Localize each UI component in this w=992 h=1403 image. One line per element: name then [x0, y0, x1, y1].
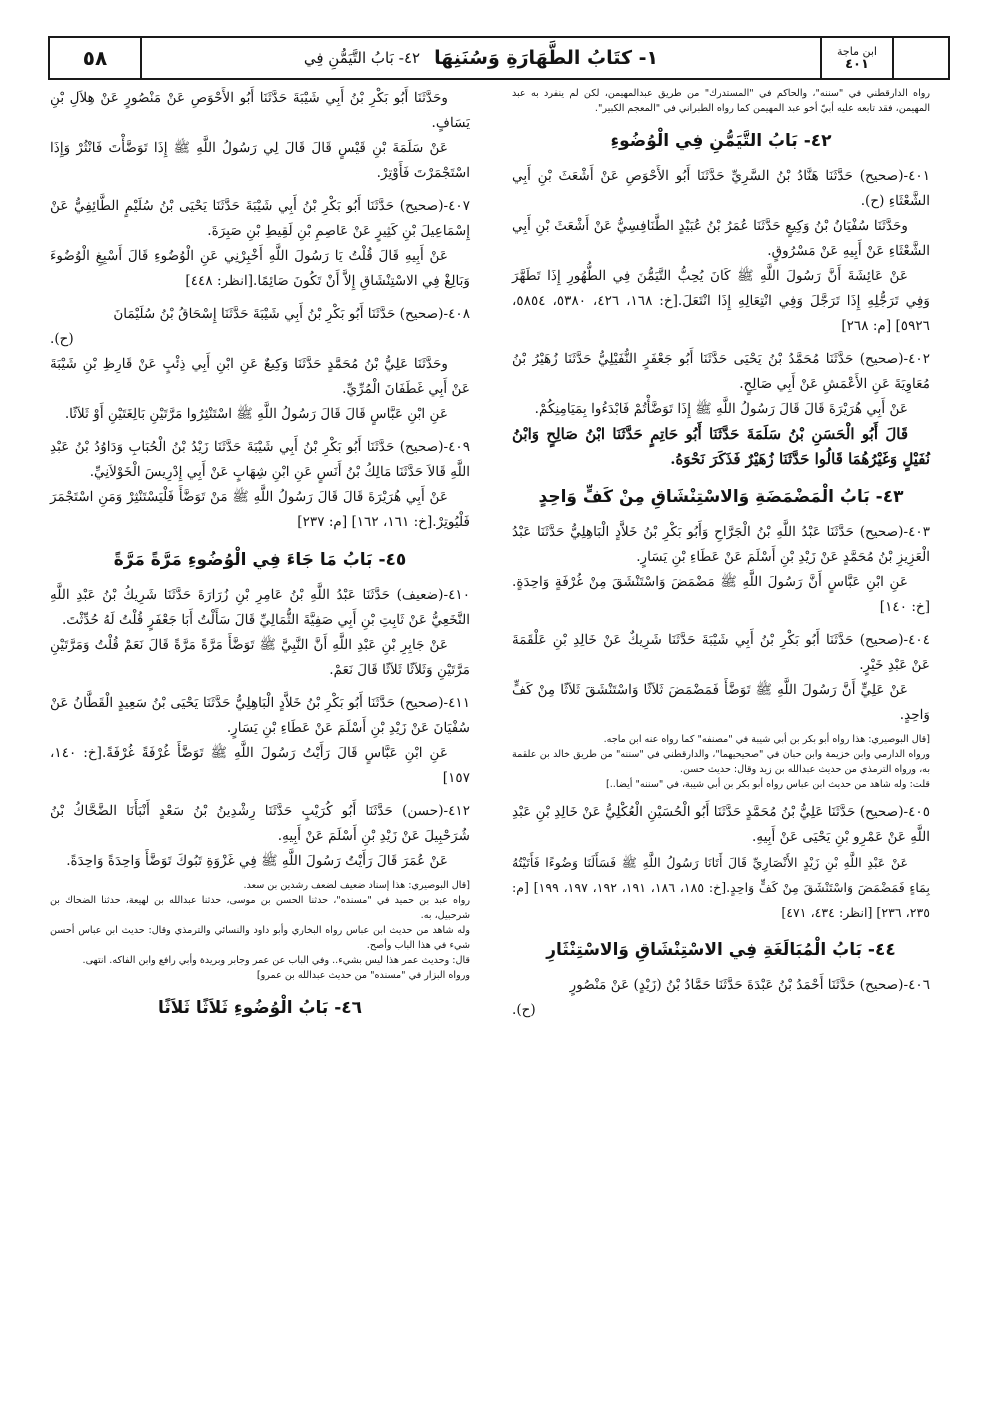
footnote: رواه عبد بن حميد في "مسنده"، حدثنا الحسن بن موسى، حدثنا عبدالله بن لهيعة، حدثنا الضحاك بن شرحبيل، به. [50, 895, 470, 921]
running-title [142, 38, 822, 78]
footnote: قلت: وله شاهد من حديث ابن عباس رواه أبو بكر بن أبي شيبة، في "سننه" أيضا..] [606, 779, 930, 790]
chapter-heading: ٤٢- بَابُ التَّيَمُّنِ فِي الْوُضُوءِ [610, 131, 832, 151]
hadith-402-note: قَالَ أَبُو الْحَسَنِ بْنُ سَلَمَةَ حَدَّثَنَا أَبُو حَاتِمٍ حَدَّثَنَا ابْنُ صَالِحٍ وَابْنُ نُفَيْلٍ وَغَيْرُهُمَا قَالُوا حَدَّثَنَا زُهَيْرٌ فَذَكَرَ نَحْوَهُ. [512, 425, 930, 468]
chapter-heading: ٤٥- بَابُ مَا جَاءَ فِي الْوُضُوءِ مَرَّةً مَرَّةً [113, 550, 407, 570]
hadith-408-matn: عَنِ ابْنِ عَبَّاسٍ قَالَ قَالَ رَسُولُ اللَّهِ ﷺ اسْتَنْثِرُوا مَرَّتَيْنِ بَالِغَتَيْنِ أَوْ ثَلاَثًا. [64, 406, 448, 422]
hadith-407: ٤٠٧-(صحيح) حَدَّثَنَا أَبُو بَكْرِ بْنُ أَبِي شَيْبَةَ حَدَّثَنَا يَحْيَى بْنُ سُلَيْمٍ الطَّائِفِيُّ عَنْ إِسْمَاعِيلَ بْنِ كَثِيرٍ عَنْ عَاصِمِ بْنِ لَقِيطِ بْنِ صَبِرَةَ. [50, 198, 470, 239]
footnote: ورواه البزار في "مسنده" من حديث عبدالله بن عمرو] [256, 970, 470, 981]
left-column [50, 86, 470, 1376]
page-number: ٥٨ [50, 38, 142, 78]
footnote: [قال البوصيري: هذا إسناد ضعيف لضعف رشدين بن سعد. [243, 880, 470, 891]
header-blank-cell [894, 38, 948, 78]
chapter-heading: ٤٣- بَابُ الْمَضْمَضَةِ وَالاسْتِنْشَاقِ مِنْ كَفٍّ وَاحِدٍ [538, 487, 904, 507]
hadith-406-tahwil: (ح). [512, 1002, 536, 1018]
hadith-401-isnad: وحَدَّثَنَا سُفْيَانُ بْنُ وَكِيعٍ حَدَّثَنَا عُمَرُ بْنُ عُبَيْدٍ الطَّنَافِسِيُّ عَنْ أَشْعَثَ بْنِ أَبِي الشَّعْثَاءِ عَنْ أَبِيهِ عَنْ مَسْرُوقٍ. [512, 218, 930, 259]
hadith-402: ٤٠٢-(صحيح) حَدَّثَنَا مُحَمَّدُ بْنُ يَحْيَى حَدَّثَنَا أَبُو جَعْفَرٍ النُّفَيْلِيُّ حَدَّثَنَا زُهَيْرُ بْنُ مُعَاوِيَةَ عَنِ الأَعْمَشِ عَنْ أَبِي صَالِحٍ. [512, 351, 930, 392]
hadith-403: ٤٠٣-(صحيح) حَدَّثَنَا عَبْدُ اللَّهِ بْنُ الْجَرَّاحِ وَأَبُو بَكْرِ بْنُ خَلاَّدٍ الْبَاهِلِيُّ حَدَّثَنَا عَبْدُ الْعَزِيزِ بْنُ مُحَمَّدٍ عَنْ زَيْدِ بْنِ أَسْلَمَ عَنْ عَطَاءِ بْنِ يَسَارٍ. [512, 524, 930, 565]
hadith-406: ٤٠٦-(صحيح) حَدَّثَنَا أَحْمَدُ بْنُ عَبْدَةَ حَدَّثَنَا حَمَّادُ بْنُ (زَيْدٍ) عَنْ مَنْصُورٍ [569, 977, 930, 993]
hadith-401-matn: عَنْ عَائِشَةَ أَنَّ رَسُولَ اللَّهِ ﷺ كَانَ يُحِبُّ التَّيَمُّنَ فِي الطُّهُورِ إِذَا تَطَهَّرَ وَفِي تَرَجُّلِهِ إِذَا تَرَجَّلَ وَفِي انْتِعَالِهِ إِذَا انْتَعَلَ.[خ: ١٦٨، ٤٢٦، ٥٣٨٠، ٥٨٥٤، ٥٩٢٦] [م: ٢٦٨] [512, 268, 930, 334]
hadith-406-matn: عَنْ سَلَمَةَ بْنِ قَيْسٍ قَالَ قَالَ لِي رَسُولُ اللَّهِ ﷺ إِذَا تَوَضَّأْتَ فَانْثُرْ وَإِذَا اسْتَجْمَرْتَ فَأَوْتِرْ. [50, 140, 470, 181]
hadith-412: ٤١٢-(حسن) حَدَّثَنَا أَبُو كُرَيْبٍ حَدَّثَنَا رِشْدِينُ بْنُ سَعْدٍ أَنْبَأَنَا الضَّحَّاكُ بْنُ شُرَحْبِيلَ عَنْ زَيْدِ بْنِ أَسْلَمَ عَنْ أَبِيهِ. [50, 803, 470, 844]
hadith-404-matn: عَنْ عَلِيٍّ أَنَّ رَسُولَ اللَّهِ ﷺ تَوَضَّأَ فَمَضْمَضَ ثَلاَثًا وَاسْتَنْشَقَ ثَلاَثًا مِنْ كَفٍّ وَاحِدٍ. [512, 682, 930, 723]
hadith-408-isnad: وحَدَّثَنَا عَلِيُّ بْنُ مُحَمَّدٍ حَدَّثَنَا وَكِيعٌ عَنِ ابْنِ أَبِي ذِئْبٍ عَنْ قَارِظِ بْنِ شَيْبَةَ عَنْ أَبِي غَطَفَانَ الْمُرِّيِّ. [50, 356, 470, 397]
hadith-408-tahwil: (ح). [50, 331, 74, 347]
hadith-402-matn: عَنْ أَبِي هُرَيْرَةَ قَالَ قَالَ رَسُولُ اللَّهِ ﷺ إِذَا تَوَضَّأْتُمْ فَابْدَءُوا بِمَيَامِنِكُمْ. [534, 401, 908, 417]
chapter-heading: ٤٤- بَابُ الْمُبَالَغَةِ فِي الاسْتِنْشَاقِ وَالاسْتِنْثَارِ [546, 940, 896, 960]
right-column [512, 86, 930, 1376]
hadith-411: ٤١١-(صحيح) حَدَّثَنَا أَبُو بَكْرِ بْنُ خَلاَّدٍ الْبَاهِلِيُّ حَدَّثَنَا يَحْيَى بْنُ سَعِيدٍ الْقَطَّانُ عَنْ سُفْيَانَ عَنْ زَيْدِ بْنِ أَسْلَمَ عَنْ عَطَاءِ بْنِ يَسَارٍ. [50, 695, 470, 736]
hadith-409: ٤٠٩-(صحيح) حَدَّثَنَا أَبُو بَكْرِ بْنُ أَبِي شَيْبَةَ حَدَّثَنَا زَيْدُ بْنُ الْحُبَابِ وَدَاوُدُ بْنُ عَبْدِ اللَّهِ قَالاَ حَدَّثَنَا مَالِكُ بْنُ أَنَسٍ عَنِ ابْنِ شِهَابٍ عَنْ أَبِي إِدْرِيسَ الْخَوْلاَنِيِّ. [50, 439, 470, 480]
hadith-412-matn: عَنْ عُمَرَ قَالَ رَأَيْتُ رَسُولَ اللَّهِ ﷺ فِي غَزْوَةِ تَبُوكَ تَوَضَّأَ وَاحِدَةً وَاحِدَةً. [66, 853, 448, 869]
hadith-410: ٤١٠-(ضعيف) حَدَّثَنَا عَبْدُ اللَّهِ بْنُ عَامِرِ بْنِ زُرَارَةَ حَدَّثَنَا شَرِيكُ بْنُ عَبْدِ اللَّهِ النَّخَعِيُّ عَنْ ثَابِتِ بْنِ أَبِي صَفِيَّةَ الثُّمَالِيِّ قَالَ سَأَلْتُ أَبَا جَعْفَرٍ قُلْتُ لَهُ حُدِّثْتَ. [50, 587, 470, 628]
hadith-411-matn: عَنِ ابْنِ عَبَّاسٍ قَالَ رَأَيْتُ رَسُولَ اللَّهِ ﷺ تَوَضَّأَ غُرْفَةً غُرْفَةً.[خ: ١٤٠، ١٥٧] [50, 745, 470, 786]
hadith-403-matn: عَنِ ابْنِ عَبَّاسٍ أَنَّ رَسُولَ اللَّهِ ﷺ مَضْمَضَ وَاسْتَنْشَقَ مِنْ غُرْفَةٍ وَاحِدَةٍ.[خ: ١٤٠] [512, 574, 930, 615]
footnote: رواه الدارقطني في "سننه"، والحاكم في "المستدرك" من طريق عبدالمهيمن، لكن لم ينفرد به عبد المهيمن، فقد تابعه عليه أبيّ أخو عبد المهيمن كما رواه الطبراني في "المعجم الكبير". [512, 88, 930, 114]
hadith-401: ٤٠١-(صحيح) حَدَّثَنَا هَنَّادُ بْنُ السَّرِيِّ حَدَّثَنَا أَبُو الأَحْوَصِ عَنْ أَشْعَثَ بْنِ أَبِي الشَّعْثَاءِ (ح). [512, 168, 930, 209]
hadith-405: ٤٠٥-(صحيح) حَدَّثَنَا عَلِيُّ بْنُ مُحَمَّدٍ حَدَّثَنَا أَبُو الْحُسَيْنِ الْعُكْلِيُّ عَنْ خَالِدِ بْنِ عَبْدِ اللَّهِ عَنْ عَمْرِو بْنِ يَحْيَى عَنْ أَبِيهِ. [512, 804, 930, 845]
chapter-box [822, 38, 894, 78]
footnote: [قال البوصيري: هذا رواه أبو بكر بن أبي شيبة في "مصنفه" كما رواه عنه ابن ماجه. [603, 734, 930, 745]
hadith-410-matn: عَنْ جَابِرِ بْنِ عَبْدِ اللَّهِ أَنَّ النَّبِيَّ ﷺ تَوَضَّأَ مَرَّةً مَرَّةً قَالَ نَعَمْ قُلْتُ وَمَرَّتَيْنِ مَرَّتَيْنِ وَثَلاَثًا ثَلاَثًا قَالَ نَعَمْ. [50, 637, 470, 678]
chapter-label: ابن ماجة [837, 45, 877, 58]
page-header [48, 36, 950, 80]
chapter-heading: ٤٦- بَابُ الْوُضُوءِ ثَلاَثًا ثَلاَثًا [157, 998, 363, 1018]
hadith-405-matn: عَنْ عَبْدِ اللَّهِ بْنِ زَيْدٍ الأَنْصَارِيِّ قَالَ أَتَانَا رَسُولُ اللَّهِ ﷺ فَسَأَلَنَا وَضُوءًا فَأَتَيْتُهُ بِمَاءٍ فَمَضْمَضَ وَاسْتَنْشَقَ مِنْ كَفٍّ وَاحِدٍ.[خ: ١٨٥، ١٨٦، ١٩١، ١٩٢، ١٩٧، ١٩٩] [م: ٢٣٥، ٢٣٦] [انظر: ٤٣٤، ٤٧١] [512, 855, 930, 920]
footnote: ورواه الدارمي وابن خزيمة وابن حبان في "صحيحيهما"، والدارقطني في "سننه" من طريق خالد بن علقمة به، ورواه الترمذي من حديث عبدالله بن زيد وقال: حديث حسن. [512, 749, 930, 775]
book-title: ١- كتَابُ الطَّهَارَةِ وَسُنَنِهَا [434, 47, 659, 69]
chapter-title: ٤٢- بَابُ التَّيَمُّنِ فِي [303, 49, 421, 67]
hadith-409-matn: عَنْ أَبِي هُرَيْرَةَ قَالَ قَالَ رَسُولُ اللَّهِ ﷺ مَنْ تَوَضَّأَ فَلْيَسْتَنْثِرْ وَمَنِ اسْتَجْمَرَ فَلْيُوتِرْ.[خ: ١٦١، ١٦٢] [م: ٢٣٧] [50, 489, 470, 530]
hadith-406-cont: وحَدَّثَنَا أَبُو بَكْرِ بْنُ أَبِي شَيْبَةَ حَدَّثَنَا أَبُو الأَحْوَصِ عَنْ مَنْصُورٍ عَنْ هِلاَلِ بْنِ يَسَافٍ. [50, 90, 470, 131]
footnote: قال: وحديث عمر هذا ليس بشيء.. وفي الباب عن عمر وجابر وبريدة وأبي رافع وابن الفاكه. انتهى. [82, 955, 470, 966]
hadith-408: ٤٠٨-(صحيح) حَدَّثَنَا أَبُو بَكْرِ بْنُ أَبِي شَيْبَةَ حَدَّثَنَا إِسْحَاقُ بْنُ سُلَيْمَانَ [113, 306, 470, 322]
chapter-number: ٤٠١ [845, 57, 869, 72]
footnote: وله شاهد من حديث ابن عباس رواه البخاري وأبو داود والنسائي والترمذي وقال: حديث ابن عباس أحسن شيء في هذا الباب وأصح. [50, 925, 470, 951]
hadith-404: ٤٠٤-(صحيح) حَدَّثَنَا أَبُو بَكْرِ بْنُ أَبِي شَيْبَةَ حَدَّثَنَا شَرِيكٌ عَنْ خَالِدِ بْنِ عَلْقَمَةَ عَنْ عَبْدِ خَيْرٍ. [512, 632, 930, 673]
hadith-407-matn: عَنْ أَبِيهِ قَالَ قُلْتُ يَا رَسُولَ اللَّهِ أَخْبِرْنِي عَنِ الْوُضُوءِ قَالَ أَسْبِغِ الْوُضُوءَ وَبَالِغْ فِي الاسْتِنْشَاقِ إِلاَّ أَنْ تَكُونَ صَائِمًا.[انظر: ٤٤٨] [50, 248, 470, 289]
